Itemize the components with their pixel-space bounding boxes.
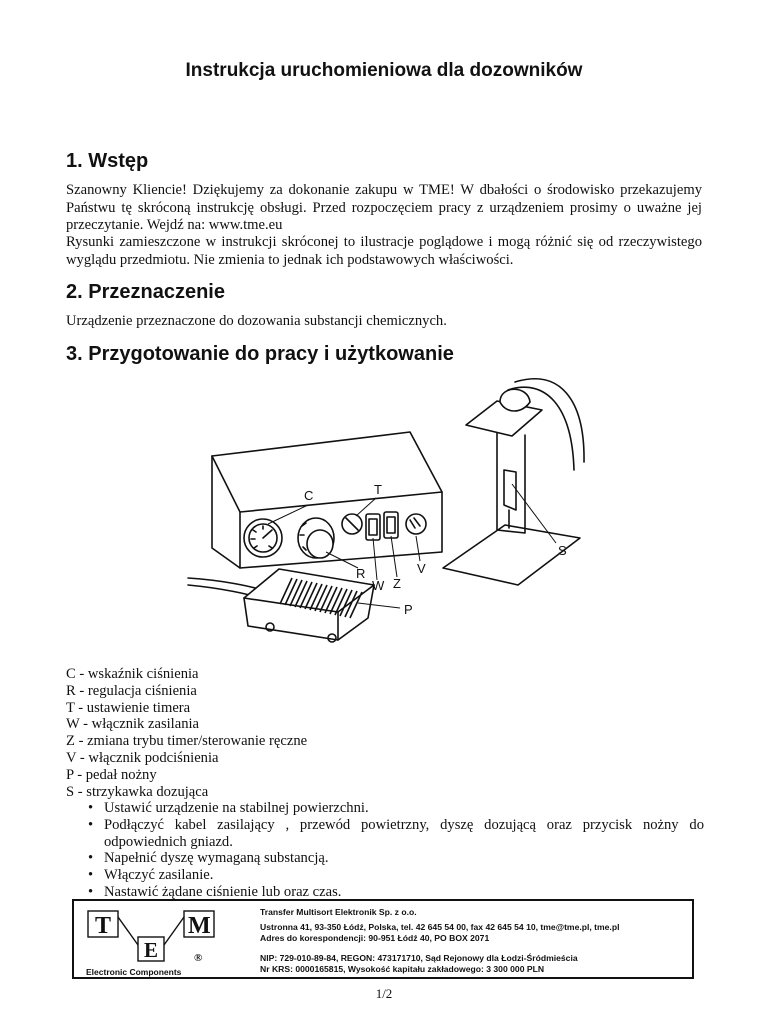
syringe-body <box>504 470 516 510</box>
bullet-dot: • <box>88 816 94 833</box>
logo-letter-m: M <box>188 913 211 939</box>
bullet-dot: • <box>88 800 94 816</box>
logo-caption: Electronic Components <box>86 967 182 977</box>
component-legend <box>66 666 706 800</box>
setup-steps-list <box>88 800 704 901</box>
label-V: V <box>417 561 426 576</box>
bullet-dot: • <box>88 883 94 900</box>
bullet-dot: • <box>88 850 94 867</box>
logo-letter-t: T <box>95 913 112 939</box>
logo-registered: ® <box>194 952 203 964</box>
vacuum-knob <box>406 514 426 534</box>
section-3-heading: 3. Przygotowanie do pracy i użytkowanie <box>66 343 454 365</box>
bullet-dot: • <box>88 867 94 884</box>
label-W: W <box>372 578 385 593</box>
label-P: P <box>404 602 413 617</box>
list-item <box>88 867 704 884</box>
logo-letter-e: E <box>144 938 159 962</box>
legend-item: Z - zmiana trybu timer/sterowanie ręczne <box>66 733 308 750</box>
list-item <box>88 817 704 851</box>
label-R: R <box>356 566 366 581</box>
section-2-heading: 2. Przeznaczenie <box>66 281 225 303</box>
list-item-text: Podłączyć kabel zasilający , przewód powietrzny, dyszę dozującą oraz przycisk nożny do odpowiednich gniazd. <box>104 816 704 850</box>
legend-item: C - wskaźnik ciśnienia <box>66 666 199 682</box>
section-2-paragraph: Urządzenie przeznaczone do dozowania substancji chemicznych. <box>66 313 447 329</box>
mode-switch <box>384 512 398 538</box>
list-item-text: Napełnić dyszę wymaganą substancją. <box>104 850 329 867</box>
company-name: Transfer Multisort Elektronik Sp. z o.o. <box>260 907 417 917</box>
section-1-paragraph-2: Rysunki zamieszczone w instrukcji skróconej to ilustracje poglądowe i mogą różnić się od rzeczywistego wyglądu przedmiotu. Nie zmienia to jednak ich podstawowych właściwości. <box>66 234 702 268</box>
company-nip: NIP: 729-010-89-84, REGON: 473171710, Sąd Rejonowy dla Łodzi-Śródmieścia <box>260 953 578 963</box>
company-footer <box>72 899 694 979</box>
list-item <box>88 800 704 817</box>
legend-item: S - strzykawka dozująca <box>66 783 209 800</box>
power-switch <box>366 514 380 540</box>
list-item-text: Nastawić żądane ciśnienie lub oraz czas. <box>104 883 342 900</box>
page-number: 1/2 <box>375 986 393 1001</box>
list-item <box>88 850 704 867</box>
company-details <box>260 907 619 975</box>
label-Z: Z <box>393 576 401 591</box>
document-title: Instrukcja uruchomieniowa dla dozowników <box>185 60 583 81</box>
section-1-heading: 1. Wstęp <box>66 150 149 172</box>
label-T: T <box>374 482 382 497</box>
company-krs: Nr KRS: 0000165815, Wysokość kapitału zakładowego: 3 300 000 PLN <box>260 964 545 974</box>
legend-item: T - ustawienie timera <box>66 699 191 716</box>
foot-pedal-outline <box>244 569 374 640</box>
legend-item: P - pedał nożny <box>66 766 157 783</box>
legend-item: V - włącznik podciśnienia <box>66 749 219 766</box>
company-address: Ustronna 41, 93-350 Łódź, Polska, tel. 42 645 54 00, fax 42 645 54 10, tme@tme.pl, tme.pl <box>260 922 620 932</box>
section-1-paragraph-1: Szanowny Kliencie! Dziękujemy za dokonanie zakupu w TME! W dbałości o środowisko przekazujemy Państwu tę skróconą instrukcję obsługi. Przed rozpoczęciem pracy z urządzeniem prosimy o uważne jej przeczytanie. Wejdź na: www.tme.eu <box>66 182 702 233</box>
syringe-top-cap <box>500 389 530 411</box>
tme-logo <box>84 905 224 975</box>
company-correspondence: Adres do korespondencji: 90-951 Łódź 40, PO BOX 2071 <box>260 933 490 943</box>
list-item-text: Ustawić urządzenie na stabilnej powierzchni. <box>104 800 369 816</box>
label-C: C <box>304 488 314 503</box>
label-S: S <box>558 543 567 558</box>
legend-item: W - włącznik zasilania <box>66 716 200 733</box>
list-item-text: Włączyć zasilanie. <box>104 867 214 884</box>
legend-item: R - regulacja ciśnienia <box>66 682 197 699</box>
